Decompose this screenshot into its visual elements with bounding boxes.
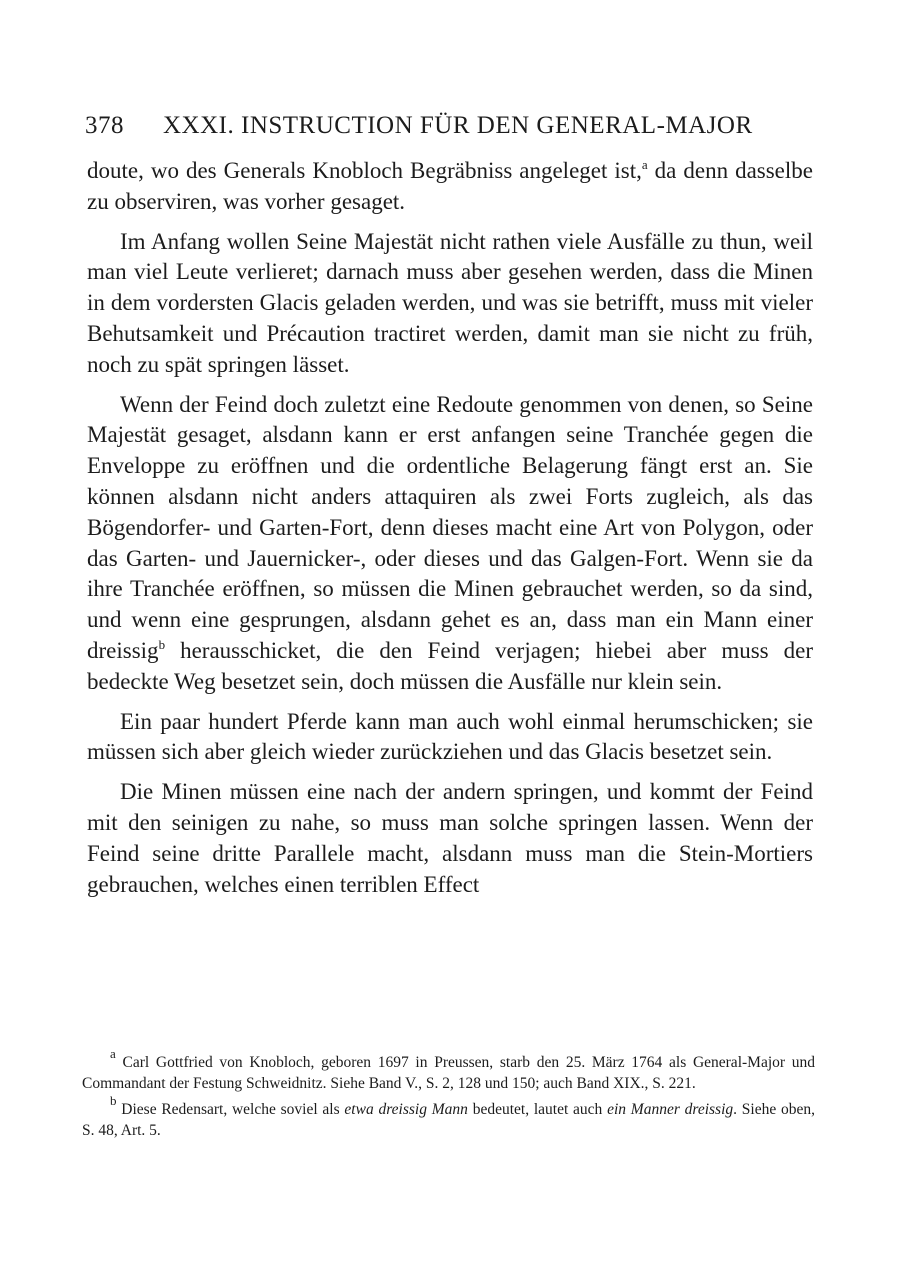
paragraph-3-text-a: Wenn der Feind doch zuletzt eine Redoute genommen von denen, so Seine Majestät gesaget, alsdann kann er erst anfangen seine Tranchée gegen die Enveloppe zu eröffnen und die ordentliche Belagerung fängt erst an. Sie können alsdann nicht anders attaquiren als zwei Forts zugleich, als das Bögendorfer- und Garten-Fort, denn dieses macht eine Art von Polygon, oder das Garten- und Jauernicker-, oder dieses und das Galgen-Fort. Wenn sie da ihre Tranchée eröffnen, so müssen die Minen gebrauchet werden, so da sind, und wenn eine gesprungen, alsdann gehet es an, dass man ein Mann einer dreissig [87, 391, 813, 663]
footnotes [82, 1046, 816, 1141]
footnote-b-text-a: Diese Redensart, welche soviel als [121, 1101, 345, 1118]
footnote-b [82, 1093, 816, 1141]
main-text [87, 156, 813, 900]
paragraph-4: Ein paar hundert Pferde kann man auch wohl einmal herumschicken; sie müssen sich aber gleich wieder zurückziehen und das Glacis besetzet sein. [87, 708, 813, 765]
footnote-mark-a: a [110, 1046, 116, 1061]
running-header [85, 112, 815, 146]
page-number: 378 [85, 112, 124, 139]
paragraph-1 [87, 156, 813, 218]
paragraph-1-text-a: doute, wo des Generals Knobloch Begräbniss angeleget ist, [87, 158, 642, 183]
paragraph-3-text-b: herausschicket, die den Feind verjagen; hiebei aber muss der bedeckte Weg besetzet sein, doch müssen die Ausfälle nur klein sein. [87, 637, 813, 694]
footnote-b-italic-a: etwa dreissig Mann [344, 1101, 468, 1118]
footnote-ref-b: b [158, 636, 166, 652]
footnote-mark-b: b [110, 1093, 117, 1108]
paragraph-3 [87, 390, 813, 698]
running-title: XXXI. INSTRUCTION FÜR DEN GENERAL-MAJOR [163, 112, 753, 139]
paragraph-5: Die Minen müssen eine nach der andern springen, und kommt der Feind mit den seinigen zu nahe, so muss man solche springen lassen. Wenn der Feind seine dritte Parallele macht, alsdann muss man die Stein-Mortiers gebrauchen, welches einen terriblen Effect [87, 779, 813, 897]
footnote-b-italic-b: ein Manner dreissig [607, 1101, 734, 1118]
footnote-b-text-b: bedeutet, lautet auch [467, 1101, 608, 1118]
paragraph-2: Im Anfang wollen Seine Majestät nicht rathen viele Ausfälle zu thun, weil man viel Leute verlieret; darnach muss aber gesehen werden, dass die Minen in dem vordersten Glacis geladen werden, und was sie betrifft, muss mit vieler Behutsamkeit und Précaution tractiret werden, damit man sie nicht zu früh, noch zu spät springen lässet. [87, 228, 813, 377]
footnote-a [82, 1046, 815, 1094]
footnote-b-text-c: . Siehe oben, S. 48, Art. 5. [82, 1101, 816, 1139]
footnote-ref-a: a [641, 157, 648, 172]
footnote-a-text: Carl Gottfried von Knobloch, geboren 1697 in Preussen, starb den 25. März 1764 als General-Major und Commandant der Festung Schweidnitz. Siehe Band V., S. 2, 128 und 150; auch Band XIX., S. 221. [82, 1054, 815, 1092]
paragraph-1-text-b: da denn dasselbe zu observiren, was vorher gesaget. [87, 158, 813, 214]
